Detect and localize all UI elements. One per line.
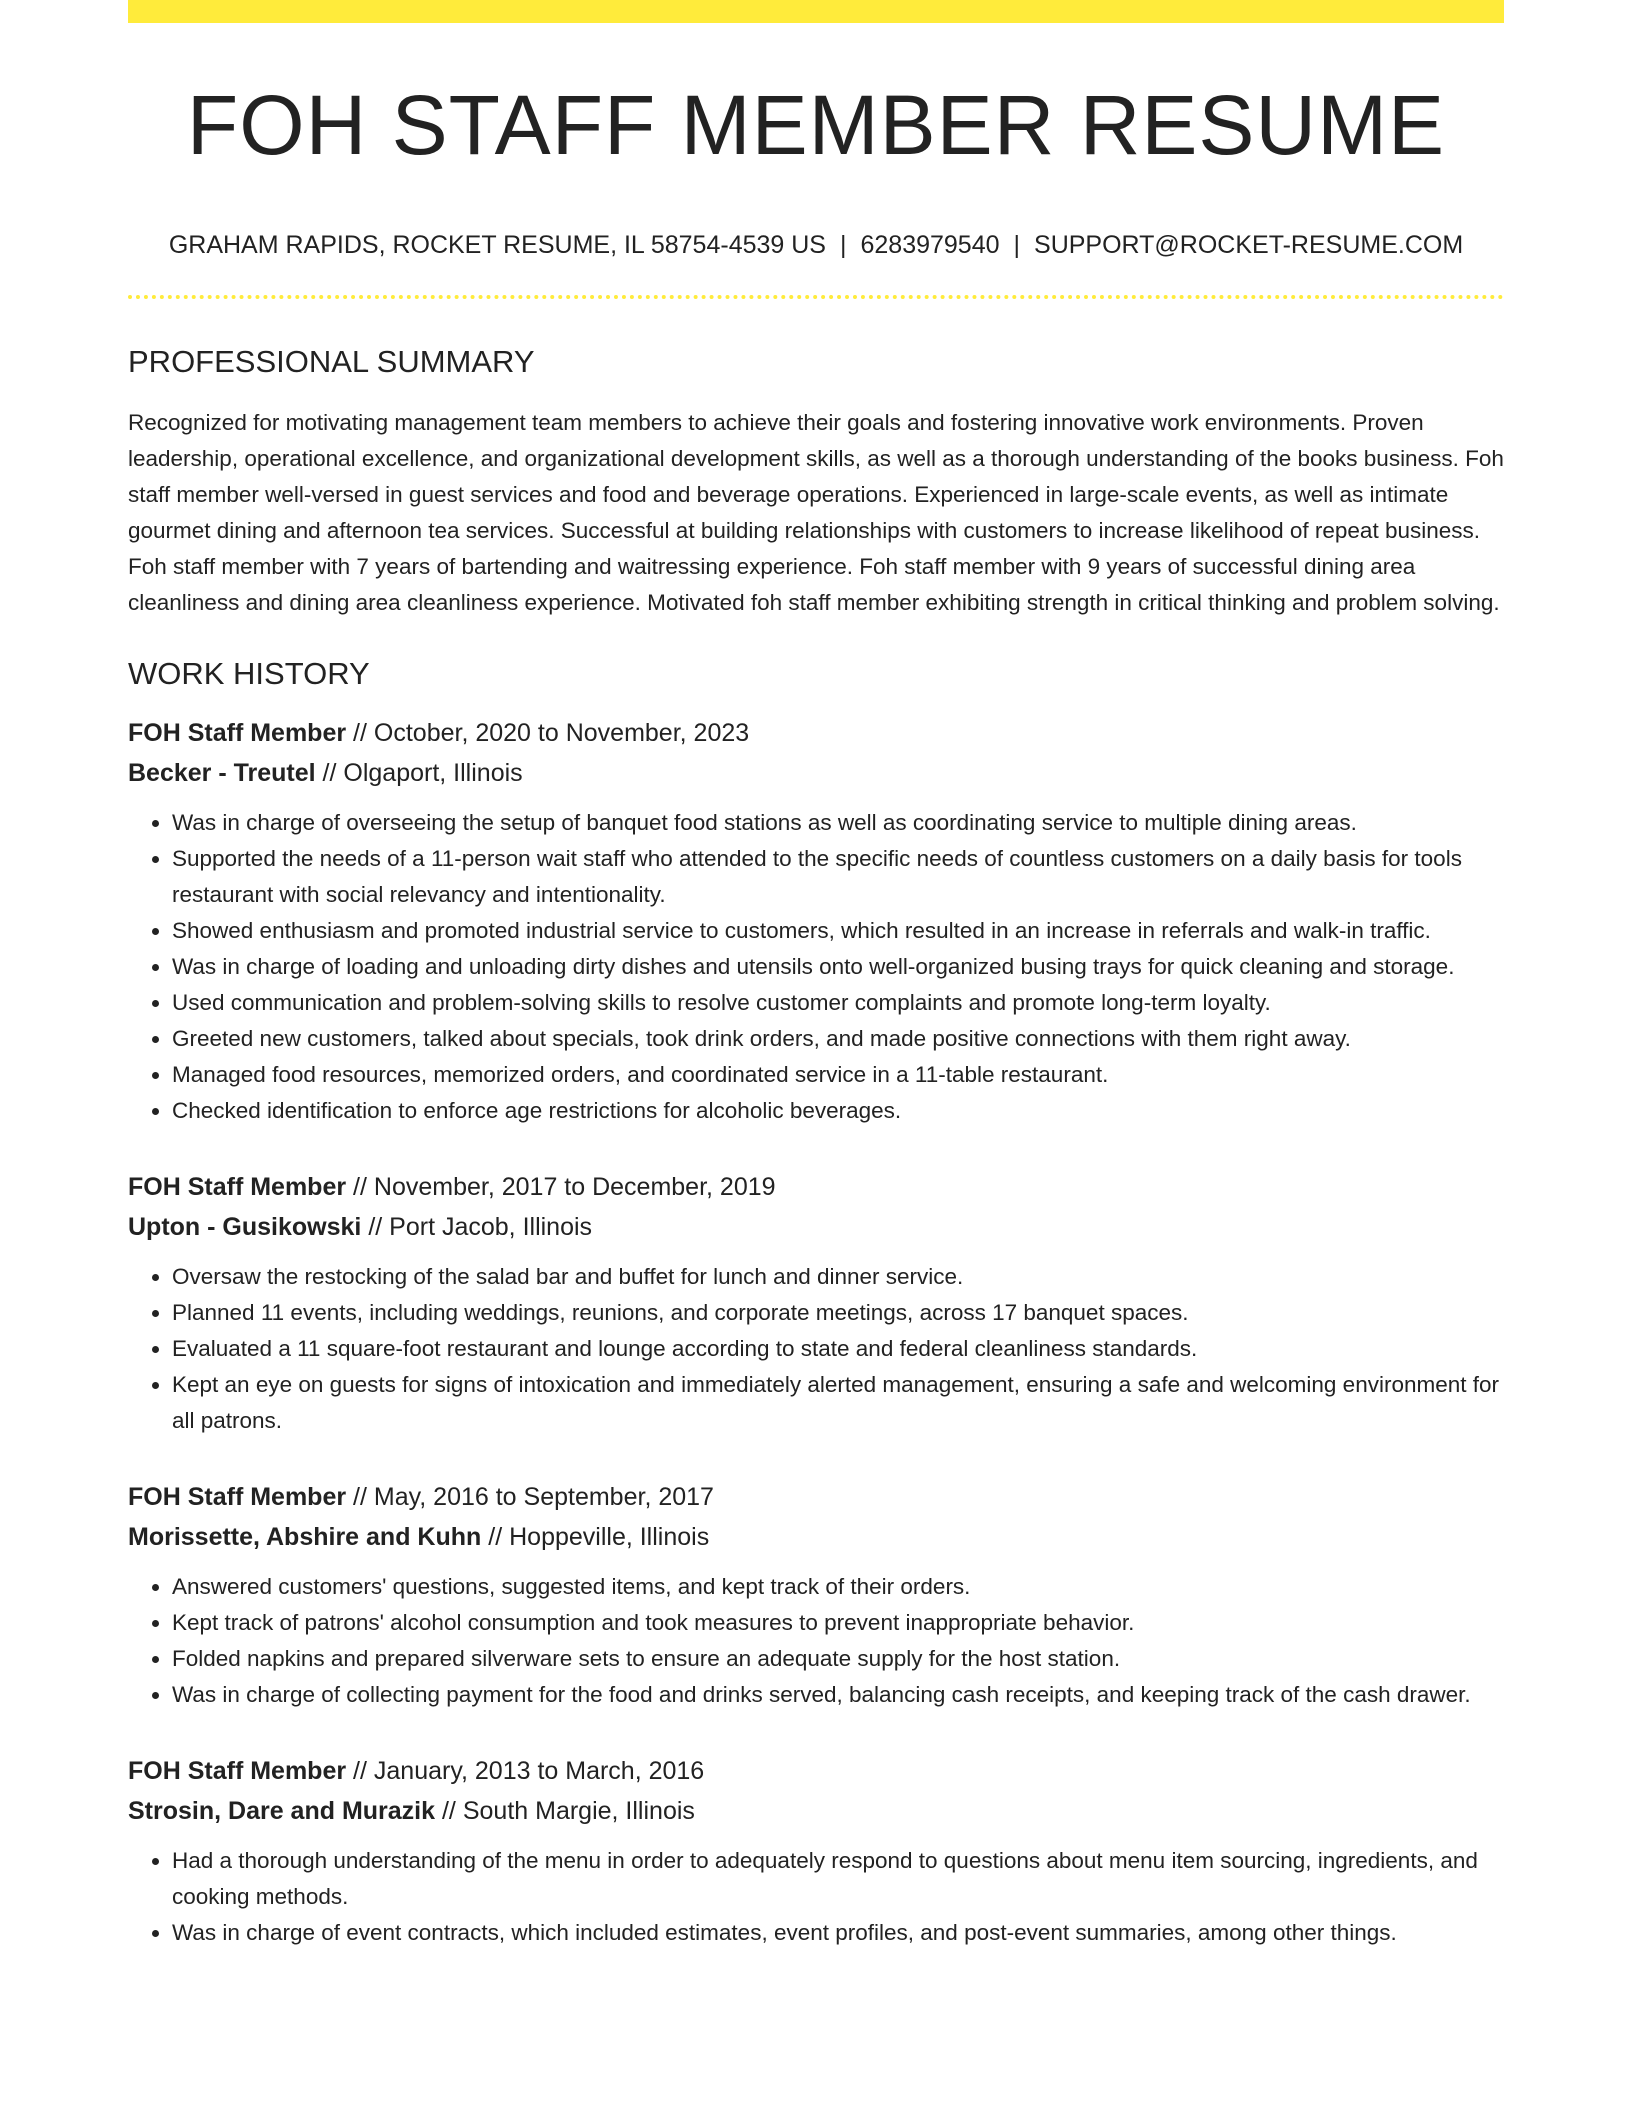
dotted-divider xyxy=(128,295,1504,299)
job-bullet: • Checked identification to enforce age restrictions for alcoholic beverages. xyxy=(172,1093,1504,1129)
job-bullet: • Showed enthusiasm and promoted industrial service to customers, which resulted in an increase in referrals and walk-in traffic. xyxy=(172,913,1504,949)
job-company-line xyxy=(128,1207,1504,1247)
job-bullet: • Used communication and problem-solving skills to resolve customer complaints and promote long-term loyalty. xyxy=(172,985,1504,1021)
job-company: Becker - Treutel xyxy=(128,759,316,787)
location-separator: // xyxy=(322,759,337,787)
job-company: Morissette, Abshire and Kuhn xyxy=(128,1523,482,1551)
job-bullet: • Supported the needs of a 11-person wait staff who attended to the specific needs of countless customers on a daily basis for tools restaurant with social relevancy and intentionality. xyxy=(172,841,1504,913)
job-company-line xyxy=(128,1517,1504,1557)
date-separator: // xyxy=(353,1757,367,1785)
job-company: Upton - Gusikowski xyxy=(128,1213,362,1241)
date-separator: // xyxy=(353,1483,367,1511)
job-bullet: • Planned 11 events, including weddings, reunions, and corporate meetings, across 17 banquet spaces. xyxy=(172,1295,1504,1331)
summary-text: Recognized for motivating management team members to achieve their goals and fostering innovative work environments. Proven leadership, operational excellence, and organizational development skills, as well as a thorough understanding of the books business. Foh staff member well-versed in guest services and food and beverage operations. Experienced in large-scale events, as well as intimate gourmet dining and afternoon tea services. Successful at building relationships with customers to increase likelihood of repeat business. Foh staff member with 7 years of bartending and waitressing experience. Foh staff member with 9 years of successful dining area cleanliness and dining area cleanliness experience. Motivated foh staff member exhibiting strength in critical thinking and problem solving. xyxy=(128,410,1504,615)
contact-email[interactable]: SUPPORT@ROCKET-RESUME.COM xyxy=(1034,231,1464,259)
contact-separator: | xyxy=(839,231,847,259)
job-bullet: • Was in charge of loading and unloading dirty dishes and utensils onto well-organized busing trays for quick cleaning and storage. xyxy=(172,949,1504,985)
job-dates: January, 2013 to March, 2016 xyxy=(373,1757,705,1785)
job-dates: May, 2016 to September, 2017 xyxy=(373,1483,714,1511)
job-bullet: • Evaluated a 11 square-foot restaurant and lounge according to state and federal cleanliness standards. xyxy=(172,1331,1504,1367)
job-bullets xyxy=(128,1843,1504,1951)
contact-separator: | xyxy=(1013,231,1021,259)
job-entry xyxy=(128,1477,1504,1713)
job-location: Port Jacob, Illinois xyxy=(389,1213,593,1241)
job-title: FOH Staff Member xyxy=(128,1483,347,1511)
job-bullet: • Kept an eye on guests for signs of intoxication and immediately alerted management, ensuring a safe and welcoming environment for all patrons. xyxy=(172,1367,1504,1439)
job-company-line xyxy=(128,753,1504,793)
job-title-line xyxy=(128,1477,1504,1517)
contact-address: GRAHAM RAPIDS, ROCKET RESUME, IL 58754-4539 US xyxy=(168,231,826,259)
contact-phone[interactable]: 6283979540 xyxy=(860,231,1000,259)
job-bullet: • Was in charge of event contracts, which included estimates, event profiles, and post-event summaries, among other things. xyxy=(172,1915,1504,1951)
job-entry xyxy=(128,1167,1504,1439)
jobs-list xyxy=(128,713,1504,1951)
resume-page xyxy=(128,0,1504,1951)
job-bullet: • Was in charge of collecting payment for the food and drinks served, balancing cash receipts, and keeping track of the cash drawer. xyxy=(172,1677,1504,1713)
resume-title: FOH STAFF MEMBER RESUME xyxy=(186,78,1446,172)
job-location: Olgaport, Illinois xyxy=(343,759,523,787)
job-dates: November, 2017 to December, 2019 xyxy=(373,1173,776,1201)
accent-top-bar xyxy=(128,0,1504,23)
job-title: FOH Staff Member xyxy=(128,1173,347,1201)
location-separator: // xyxy=(441,1797,456,1825)
location-separator: // xyxy=(368,1213,383,1241)
location-separator: // xyxy=(488,1523,503,1551)
job-title: FOH Staff Member xyxy=(128,719,347,747)
job-location: South Margie, Illinois xyxy=(462,1797,695,1825)
job-bullet: • Greeted new customers, talked about specials, took drink orders, and made positive connections with them right away. xyxy=(172,1021,1504,1057)
job-bullet: • Oversaw the restocking of the salad bar and buffet for lunch and dinner service. xyxy=(172,1259,1504,1295)
job-entry xyxy=(128,713,1504,1129)
job-bullet: • Had a thorough understanding of the menu in order to adequately respond to questions about menu item sourcing, ingredients, and cooking methods. xyxy=(172,1843,1504,1915)
job-bullet: • Folded napkins and prepared silverware sets to ensure an adequate supply for the host station. xyxy=(172,1641,1504,1677)
date-separator: // xyxy=(353,1173,367,1201)
job-company: Strosin, Dare and Murazik xyxy=(128,1797,436,1825)
job-entry xyxy=(128,1751,1504,1951)
job-title-line xyxy=(128,1751,1504,1791)
job-title-line xyxy=(128,1167,1504,1207)
contact-line xyxy=(128,230,1504,260)
job-bullets xyxy=(128,805,1504,1129)
job-dates: October, 2020 to November, 2023 xyxy=(373,719,750,747)
job-company-line xyxy=(128,1791,1504,1831)
summary-heading: PROFESSIONAL SUMMARY xyxy=(128,344,535,379)
job-bullets xyxy=(128,1569,1504,1713)
job-bullet: • Was in charge of overseeing the setup of banquet food stations as well as coordinating service to multiple dining areas. xyxy=(172,805,1504,841)
job-bullets xyxy=(128,1259,1504,1439)
job-title: FOH Staff Member xyxy=(128,1757,347,1785)
job-bullet: • Answered customers' questions, suggested items, and kept track of their orders. xyxy=(172,1569,1504,1605)
date-separator: // xyxy=(353,719,367,747)
job-bullet: • Managed food resources, memorized orders, and coordinated service in a 11-table restaurant. xyxy=(172,1057,1504,1093)
work-history-heading: WORK HISTORY xyxy=(128,656,370,691)
job-title-line xyxy=(128,713,1504,753)
job-location: Hoppeville, Illinois xyxy=(509,1523,710,1551)
job-bullet: • Kept track of patrons' alcohol consumption and took measures to prevent inappropriate behavior. xyxy=(172,1605,1504,1641)
